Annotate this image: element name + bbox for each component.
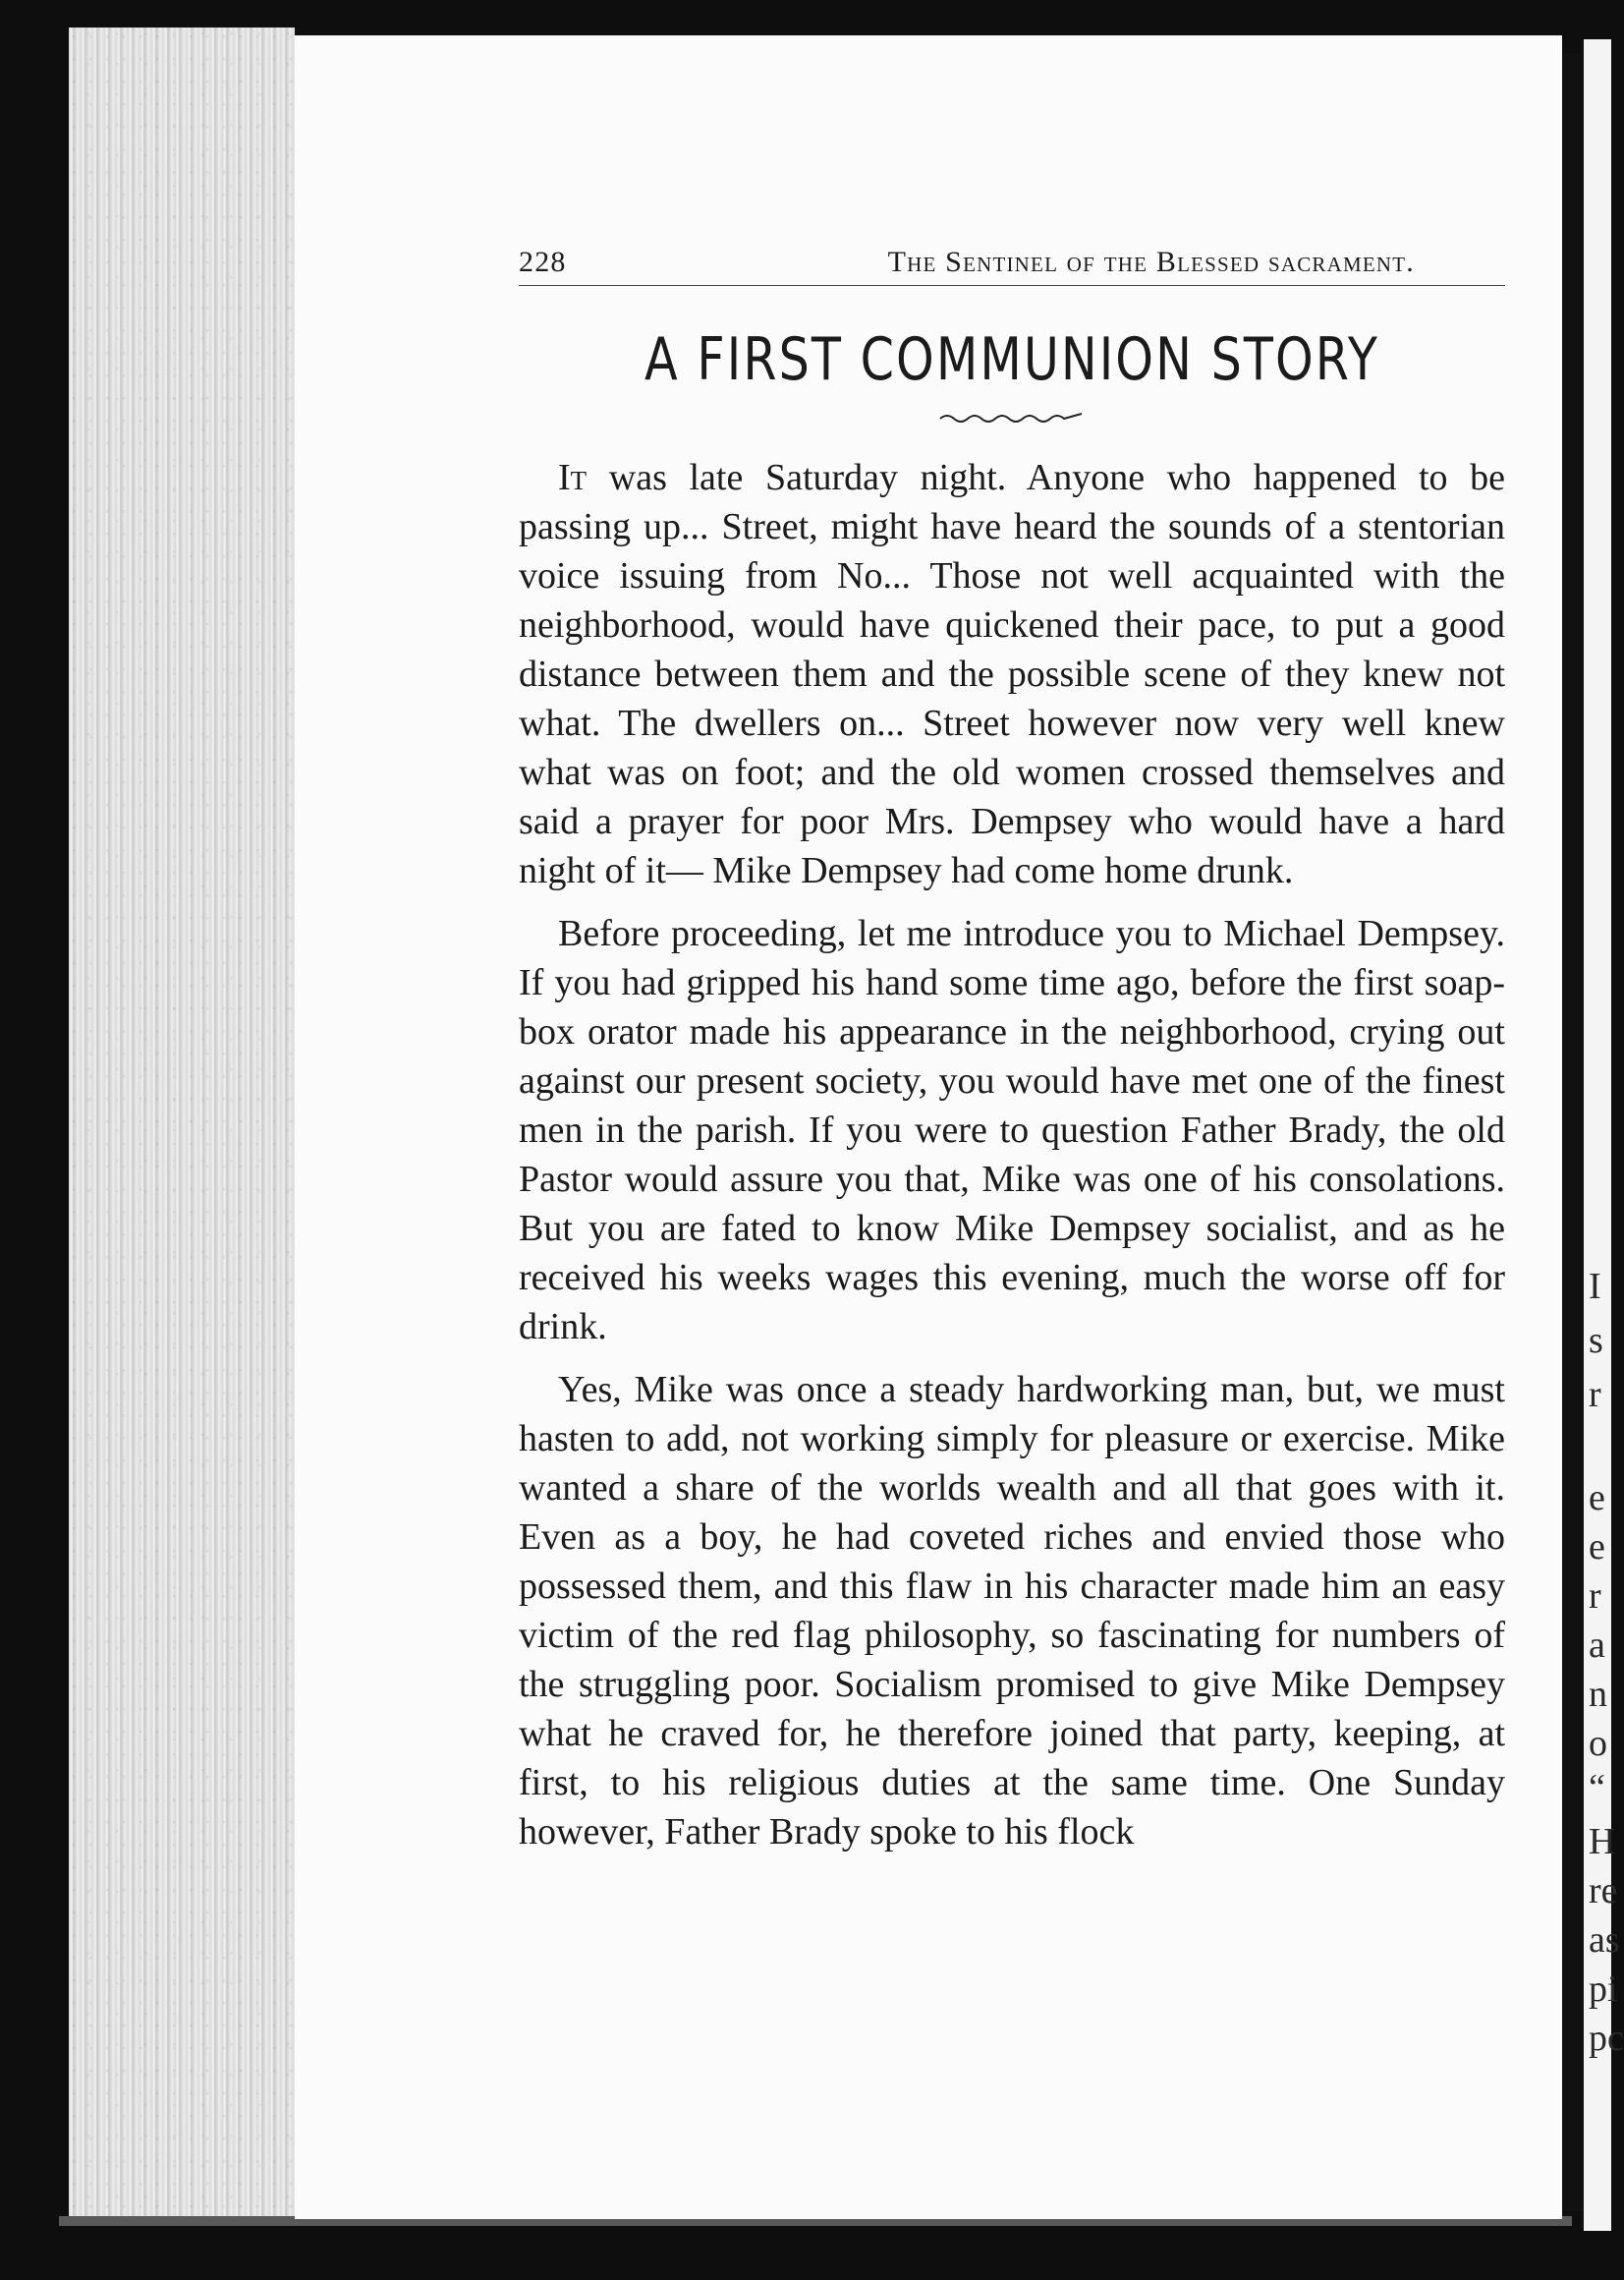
facing-page-fragment: o [1589, 1723, 1607, 1764]
book-gutter [1562, 54, 1584, 2211]
facing-page-fragment: H [1589, 1821, 1616, 1862]
page-content [519, 246, 1505, 1870]
article-title: A FIRST COMMUNION STORY [644, 325, 1379, 394]
paragraph-text: Before proceeding, let me introduce you to Michael Dempsey. If you had gripped his hand some time ago, before the first soap-box orator made his appearance in the neighborhood, crying out against our present society, you would have met one of the finest men in the parish. If you were to question Father Brady, the old Pastor would assure you that, Mike was one of his consolations. But you are fated to know Mike Dempsey socialist, and as he received his weeks wages this evening, much the worse off for drink. [519, 913, 1505, 1347]
paragraph [519, 909, 1505, 1351]
running-header [519, 246, 1505, 286]
facing-page-fragment: pi [1589, 1968, 1618, 2010]
facing-page-fragment: s [1589, 1320, 1603, 1361]
facing-page-fragment: e [1589, 1477, 1605, 1518]
page-number: 228 [519, 246, 567, 278]
facing-page-fragment: as [1589, 1919, 1620, 1961]
book-page-edges [69, 28, 295, 2224]
facing-page-fragment: pc [1589, 2018, 1624, 2059]
facing-page-fragment: n [1589, 1674, 1607, 1715]
paragraph-text: was late Saturday night. Anyone who happened to be passing up... Street, might have heard the sounds of a stentorian voice issuing from No... Those not well acquainted with the neighborhood, would have quickened their pace, to put a good distance between them and the possible scene of they knew not what. The dwellers on... Street however now very well knew what was on foot; and the old women crossed themselves and said a prayer for poor Mrs. Dempsey who would have a hard night of it— Mike Dempsey had come home drunk. [519, 457, 1505, 891]
paragraph-lead: It [558, 457, 588, 498]
facing-page-fragment: r [1589, 1374, 1601, 1415]
paragraph [519, 453, 1505, 895]
paragraph-text: Yes, Mike was once a steady hardworking man, but, we must hasten to add, not working simply for pleasure or exercise. Mike wanted a share of the worlds wealth and all that goes with it. Even as a boy, he had coveted riches and envied those who possessed them, and this flaw in his character made him an easy victim of the red flag philosophy, so fascinating for numbers of the struggling poor. Socialism promised to give Mike Dempsey what he craved for, he therefore joined that party, keeping, at first, to his religious duties at the same time. One Sunday however, Father Brady spoke to his flock [519, 1369, 1505, 1852]
journal-title: The Sentinel of the Blessed sacrament. [887, 246, 1415, 278]
facing-page-fragment: re [1589, 1870, 1618, 1911]
wavy-rule-ornament [938, 410, 1086, 426]
article-body [519, 453, 1505, 1856]
facing-page-fragment: I [1589, 1266, 1601, 1307]
facing-page-fragment: r [1589, 1575, 1601, 1617]
paragraph [519, 1365, 1505, 1856]
facing-page-edge [1584, 39, 1624, 2231]
facing-page-fragment: “ [1589, 1767, 1605, 1808]
facing-page-fragment: a [1589, 1624, 1605, 1666]
facing-page-fragment: e [1589, 1526, 1605, 1568]
